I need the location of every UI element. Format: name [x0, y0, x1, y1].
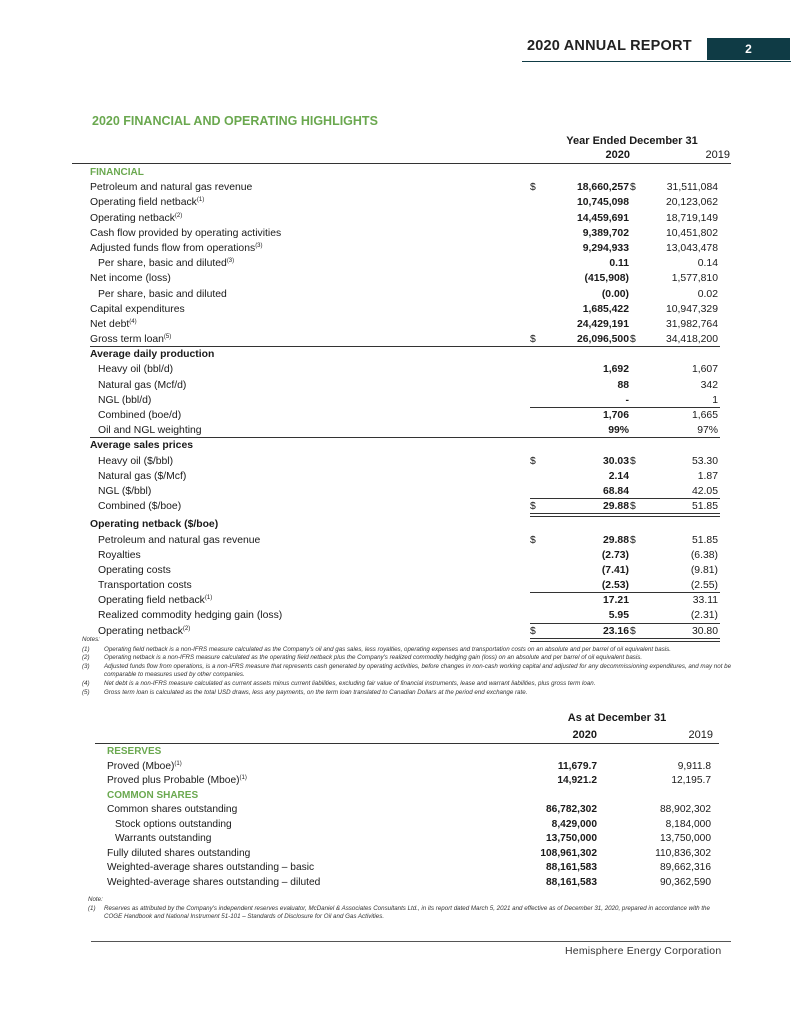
row-label: [90, 438, 193, 453]
section-title: 2020 FINANCIAL AND OPERATING HIGHLIGHTS: [92, 114, 378, 128]
currency-2020: $: [530, 455, 536, 467]
value-2019: 13,750,000: [660, 833, 711, 844]
note-text: Operating field netback is a non-IFRS measure calculated as the Company's oil and gas sales, less royalties, operating expenses and transportation costs on an absolute and per barrel of oil equivalent basis.: [104, 645, 671, 653]
note-key: (3): [82, 662, 90, 670]
value-2019: 10,451,802: [665, 227, 718, 239]
row-label: [98, 533, 260, 548]
row-label-text: Petroleum and natural gas revenue: [98, 534, 261, 546]
row-label-text: Proved plus Probable (Mboe): [107, 775, 240, 786]
value-2020: -: [625, 394, 629, 406]
footnote-ref: (5): [163, 334, 172, 341]
row-label-text: Combined ($/boe): [98, 501, 182, 513]
row-label-text: Combined (boe/d): [98, 410, 182, 421]
value-2020: 86,782,302: [546, 804, 597, 815]
row-label-text: Operating netback ($/boe): [90, 519, 219, 531]
column-2019: 2019: [705, 149, 730, 161]
row-label-text: Stock options outstanding: [115, 818, 232, 830]
table-row: [90, 195, 731, 210]
currency-2019: $: [630, 455, 636, 467]
table-row: [90, 241, 731, 256]
row-label-text: Heavy oil ($/bbl): [98, 455, 174, 467]
value-2020: (415,908): [584, 273, 629, 285]
row-label-text: Transportation costs: [98, 580, 192, 592]
row-label-text: Gross term loan: [90, 334, 164, 346]
notes-heading: Notes:: [82, 636, 100, 643]
row-label: [98, 469, 186, 484]
table-row: [90, 548, 731, 563]
value-2019: 12,195.7: [671, 775, 711, 786]
header-divider: [522, 61, 791, 62]
row-label-text: Warrants outstanding: [115, 833, 212, 844]
row-label-text: NGL ($/bbl): [98, 485, 152, 497]
value-2019: 9,911.8: [677, 760, 711, 772]
note-text: Net debt is a non-IFRS measure calculated as current assets minus current liabilities, excluding fair value of financial instruments, lease and warrant liabilities, plus gross term loan.: [104, 679, 596, 687]
table-row: [90, 302, 731, 317]
financial-highlights-table: [90, 135, 731, 642]
value-2019: 1,665: [691, 410, 718, 421]
footnote-ref: (1): [196, 197, 205, 204]
footnote-ref: (2): [174, 212, 183, 219]
value-2020: 2.14: [608, 470, 629, 482]
value-2019: (6.38): [690, 549, 718, 561]
row-label: [90, 226, 281, 241]
row-label: [90, 271, 171, 286]
reserves-column-2020: 2020: [572, 729, 597, 741]
report-title: 2020 ANNUAL REPORT: [527, 38, 692, 54]
value-2019: 110,836,302: [655, 847, 711, 859]
value-2020: 108,961,302: [540, 847, 597, 859]
table-row: [90, 271, 731, 286]
row-label: [90, 332, 171, 347]
row-label: [115, 818, 232, 833]
value-2020: (7.41): [601, 564, 629, 576]
footnote-ref: (3): [255, 242, 263, 249]
row-label-text: Cash flow provided by operating activities: [90, 227, 282, 239]
value-2020: 29.88: [602, 534, 629, 546]
currency-2019: $: [630, 182, 636, 194]
row-label-text: Operating field netback: [98, 595, 205, 607]
row-label: [98, 362, 173, 377]
page-number-badge: 2: [707, 38, 790, 60]
row-label: [98, 593, 212, 608]
row-label: [98, 608, 282, 623]
row-label-text: Average sales prices: [90, 440, 194, 452]
value-2019: 31,511,084: [666, 182, 718, 194]
table-row: [107, 861, 717, 876]
value-2019: 342: [700, 379, 718, 391]
row-label: [98, 548, 141, 563]
table-row: [90, 378, 731, 393]
row-label: [115, 832, 211, 847]
row-label: [107, 745, 161, 760]
financial-rows: [90, 165, 731, 639]
value-2019: 53.30: [691, 455, 718, 467]
value-2020: 1,706: [602, 410, 629, 421]
value-2020: 99%: [608, 425, 629, 437]
value-2019: 90,362,590: [660, 876, 711, 888]
value-2019: 30.80: [691, 625, 718, 637]
value-2019: 1.87: [697, 470, 718, 482]
table-row: [90, 454, 731, 469]
row-label: [107, 876, 320, 891]
row-label-text: Capital expenditures: [90, 303, 185, 315]
value-2020: 30.03: [602, 455, 629, 467]
value-2019: 89,662,316: [660, 862, 711, 873]
row-label-text: Adjusted funds flow from operations: [90, 242, 256, 254]
row-label-text: Per share, basic and diluted: [98, 258, 227, 270]
reserves-note-text: Reserves as attributed by the Company's independent reserves evaluator, McDaniel & Associates Consultants Ltd., in its report dated March 5, 2021 and effective as of December 31, 2020, prepared in accordance with the COGE Handbook and National Instrument 51-101 – Standards of Disclosure for Oil and Gas Activities.: [104, 904, 710, 921]
value-2020: 5.95: [608, 610, 629, 622]
table-row: [90, 563, 731, 578]
note-key: (5): [82, 688, 90, 696]
row-label: [107, 789, 198, 804]
currency-2019: $: [630, 334, 636, 346]
row-label: [107, 774, 247, 789]
row-label: [98, 563, 171, 578]
reserves-note-key: (1): [88, 904, 96, 912]
value-2019: 31,982,764: [665, 318, 718, 330]
table-row: [90, 287, 731, 302]
row-label: [98, 408, 181, 423]
footnote-ref: (1): [204, 595, 213, 602]
value-2019: 42.05: [691, 485, 718, 497]
row-label-text: Operating netback: [90, 212, 175, 224]
row-label-text: NGL (bbl/d): [98, 394, 152, 406]
row-label-text: FINANCIAL: [90, 167, 144, 178]
reserves-rows: [107, 745, 717, 890]
value-2020: 11,679.7: [557, 760, 597, 772]
value-2020: 1,685,422: [582, 303, 629, 315]
reserves-header-rule: [95, 743, 719, 744]
table-row: [90, 211, 731, 226]
table-row: [90, 180, 731, 195]
row-label-text: Net debt: [90, 318, 130, 330]
table-row: [90, 165, 731, 180]
value-2020: 88: [617, 379, 629, 391]
row-label-text: Average daily production: [90, 349, 215, 361]
value-2019: 18,719,149: [665, 212, 718, 224]
table-row: [90, 347, 731, 362]
note-key: (1): [82, 645, 90, 653]
note-text: Operating netback is a non-IFRS measure calculated as the operating field netback plus the Company's realized commodity hedging gain (loss) on an absolute and per barrel of oil equivalent basis.: [104, 654, 643, 662]
value-2020: 14,459,691: [576, 212, 629, 224]
row-label-text: Common shares outstanding: [107, 804, 238, 815]
value-2020: (2.53): [601, 580, 629, 592]
table-row: [90, 533, 731, 548]
value-2020: 10,745,098: [576, 197, 629, 209]
footer-company: Hemisphere Energy Corporation: [565, 945, 722, 957]
row-label-text: Heavy oil (bbl/d): [98, 364, 174, 376]
footnote-ref: (2): [182, 625, 191, 632]
reserves-column-2019: 2019: [688, 729, 713, 741]
value-2019: 51.85: [691, 501, 718, 513]
value-2019: (2.31): [690, 610, 718, 622]
table-row: [90, 226, 731, 241]
footnote-ref: (1): [174, 760, 182, 767]
row-label-text: Fully diluted shares outstanding: [107, 847, 251, 859]
currency-2019: $: [630, 534, 636, 546]
value-2019: 97%: [697, 425, 718, 437]
footnote-ref: (4): [129, 318, 137, 325]
value-2020: 23.16: [602, 625, 629, 637]
row-label: [98, 287, 227, 302]
note-item: [82, 663, 732, 680]
table-row: [107, 789, 717, 804]
period-caption: Year Ended December 31: [566, 135, 698, 147]
row-label: [98, 423, 202, 438]
value-2020: (2.73): [601, 549, 629, 561]
value-2020: 68.84: [602, 485, 629, 497]
row-label-text: Operating field netback: [90, 197, 197, 209]
value-2020: 18,660,257: [576, 182, 629, 194]
value-2020: 9,294,933: [582, 242, 629, 254]
note-text: Gross term loan is calculated as the total USD draws, less any payments, on the term loan translated to Canadian Dollars at the period end exchange rate.: [104, 688, 528, 696]
row-label-text: Weighted-average shares outstanding – diluted: [107, 876, 321, 888]
row-label-text: Realized commodity hedging gain (loss): [98, 610, 283, 622]
value-2020: 24,429,191: [576, 318, 629, 330]
value-2020: 29.88: [602, 501, 629, 513]
row-label-text: Weighted-average shares outstanding – basic: [107, 862, 315, 873]
underline-2020: [530, 513, 630, 514]
row-label-text: Operating netback: [98, 625, 183, 637]
column-2020: 2020: [605, 149, 630, 161]
value-2020: 88,161,583: [546, 876, 597, 888]
value-2019: 1,577,810: [671, 273, 718, 285]
row-label: [90, 347, 214, 362]
table-row: [107, 760, 717, 775]
value-2019: (9.81): [690, 564, 718, 576]
financial-table-header: [90, 135, 731, 165]
row-label: [90, 241, 263, 256]
row-label-text: Proved (Mboe): [107, 760, 175, 772]
table-row: [107, 745, 717, 760]
value-2019: 20,123,062: [665, 197, 718, 209]
note-text: Adjusted funds flow from operations, is a non-IFRS measure that represents cash generated by operating activities, before changes in non-cash working capital and adjusted for any decommissioning expenditures, and may not be comparable to measures used by other companies.: [104, 662, 732, 679]
row-label-text: RESERVES: [107, 746, 162, 757]
row-label: [107, 847, 250, 862]
reserves-period-caption: As at December 31: [567, 712, 667, 724]
row-label-text: Royalties: [98, 549, 141, 561]
row-label-text: Natural gas (Mcf/d): [98, 379, 187, 391]
row-label: [98, 484, 151, 499]
note-key: (4): [82, 679, 90, 687]
note-item: [82, 654, 732, 663]
note-item: [82, 680, 732, 689]
row-label-text: Net income (loss): [90, 273, 171, 285]
table-row: [107, 847, 717, 862]
note-key: (2): [82, 654, 90, 662]
table-row: [107, 818, 717, 833]
value-2020: 1,692: [602, 364, 629, 376]
table-row: [90, 393, 731, 408]
value-2019: 10,947,329: [665, 303, 718, 315]
row-label: [90, 302, 185, 317]
value-2019: 51.85: [691, 534, 718, 546]
table-row: [90, 484, 731, 499]
value-2019: 13,043,478: [665, 242, 718, 254]
table-row: [90, 408, 731, 423]
row-label: [98, 393, 151, 408]
currency-2020: $: [530, 501, 536, 513]
table-row: [107, 803, 717, 818]
table-row: [90, 317, 731, 332]
row-label: [98, 378, 186, 393]
row-label-text: Per share, basic and diluted: [98, 288, 227, 300]
value-2020: 88,161,583: [546, 862, 597, 873]
row-label: [90, 317, 137, 332]
row-label-text: Operating costs: [98, 564, 171, 576]
footnote-ref: (1): [239, 775, 247, 781]
currency-2019: $: [630, 501, 636, 513]
row-label: [98, 454, 173, 469]
value-2019: 0.14: [697, 258, 718, 270]
value-2019: 1: [712, 394, 718, 406]
reserves-note-heading: Note:: [88, 896, 103, 903]
row-label: [90, 211, 182, 226]
note-item: [82, 646, 732, 655]
table-row: [90, 608, 731, 623]
notes-list: [82, 646, 732, 698]
note-item: [82, 689, 732, 698]
header-rule: [72, 163, 731, 164]
value-2020: (0.00): [601, 288, 629, 300]
table-row: [90, 332, 731, 347]
currency-2019: $: [630, 625, 636, 637]
value-2020: 17.21: [602, 595, 629, 607]
table-row: [107, 774, 717, 789]
table-row: [90, 517, 731, 532]
row-label: [98, 256, 234, 271]
row-label: [107, 861, 314, 876]
table-row: [90, 578, 731, 593]
row-label: [107, 803, 237, 818]
reserves-note: [88, 905, 728, 922]
table-row: [90, 499, 731, 514]
row-label: [90, 517, 218, 532]
value-2019: 8,184,000: [665, 818, 711, 830]
row-label: [90, 180, 252, 195]
value-2020: 14,921.2: [557, 775, 597, 786]
table-row: [90, 438, 731, 453]
table-row: [107, 876, 717, 891]
table-row: [107, 832, 717, 847]
row-label-text: COMMON SHARES: [107, 789, 199, 801]
currency-2020: $: [530, 534, 536, 546]
currency-2020: $: [530, 182, 536, 194]
row-label-text: Petroleum and natural gas revenue: [90, 182, 253, 194]
row-label: [90, 165, 144, 180]
table-row: [90, 423, 731, 438]
row-label-text: Natural gas ($/Mcf): [98, 470, 187, 482]
row-label: [107, 760, 182, 775]
value-2020: 0.11: [609, 258, 629, 270]
table-row: [90, 593, 731, 608]
row-label-text: Oil and NGL weighting: [98, 425, 202, 437]
value-2020: 13,750,000: [546, 833, 597, 844]
table-row: [90, 362, 731, 377]
currency-2020: $: [530, 334, 536, 346]
footnote-ref: (3): [226, 258, 235, 265]
value-2019: 88,902,302: [660, 804, 711, 815]
row-label: [98, 578, 192, 593]
value-2020: 8,429,000: [551, 818, 597, 830]
value-2020: 9,389,702: [582, 227, 629, 239]
value-2019: 0.02: [697, 288, 718, 300]
underline-2019: [630, 513, 720, 514]
value-2019: 33.11: [692, 595, 718, 607]
table-row: [90, 469, 731, 484]
table-row: [90, 256, 731, 271]
currency-2020: $: [530, 625, 536, 637]
value-2019: 34,418,200: [665, 334, 718, 346]
value-2020: 26,096,500: [576, 334, 629, 346]
row-label: [90, 195, 204, 210]
value-2019: 1,607: [691, 364, 718, 376]
financial-notes: [82, 636, 732, 697]
footer-divider: [91, 941, 731, 942]
row-label: [98, 499, 181, 514]
value-2019: (2.55): [690, 580, 718, 592]
reserves-notes: [88, 896, 728, 922]
